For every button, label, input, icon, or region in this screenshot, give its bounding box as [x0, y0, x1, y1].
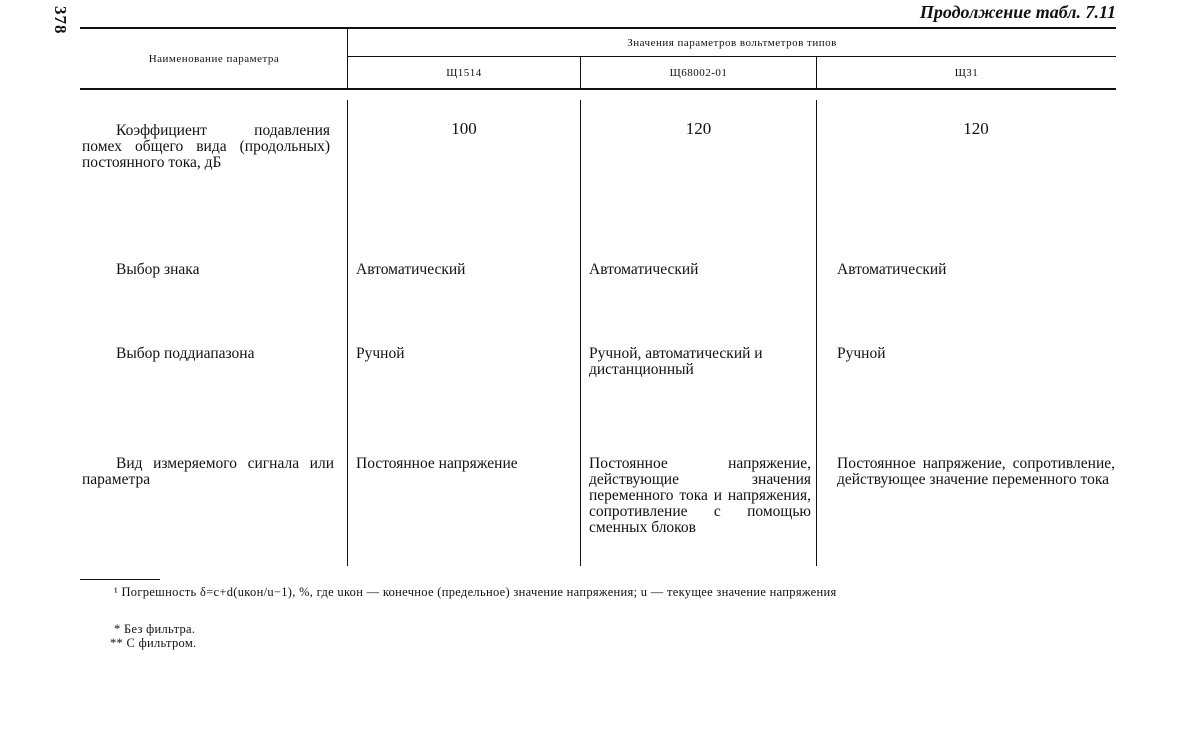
row-4-value-2: Постоянное напряжение, действующие значения переменного тока и напряжения, сопротивление с помощью сменных блоков	[589, 455, 811, 536]
row-1-value-3: 120	[963, 119, 989, 138]
header-type-2: Щ68002-01	[669, 67, 728, 79]
row-1-name: Коэффициент подавления помех общего вида (продольных) постоянного тока, дБ	[82, 122, 330, 171]
row-3-value-1: Ручной	[356, 345, 405, 362]
table-top-rule	[80, 27, 1116, 29]
footnote-2: * Без фильтра.	[114, 622, 196, 636]
table-caption: Продолжение табл. 7.11	[919, 2, 1116, 22]
header-type-1: Щ1514	[446, 67, 482, 79]
row-2-value-1: Автоматический	[356, 261, 466, 278]
header-bottom-rule	[80, 88, 1116, 90]
row-3-value-2: Ручной, автоматический и дистанционный	[589, 345, 763, 378]
row-2-value-2: Автоматический	[589, 261, 699, 278]
row-2-name: Выбор знака	[116, 261, 200, 278]
row-1-value-1: 100	[451, 119, 477, 138]
row-4-value-3: Постоянное напряжение, сопротивление, действующее значение переменного тока	[837, 455, 1115, 488]
body-divider-2	[816, 100, 817, 566]
row-3-name: Выбор поддиапазона	[116, 345, 255, 362]
row-3-value-3: Ручной	[837, 345, 886, 362]
header-group-title: Значения параметров вольтметров типов	[627, 37, 837, 49]
row-2-value-3: Автоматический	[837, 261, 947, 278]
row-4-value-1: Постоянное напряжение	[356, 455, 518, 472]
header-param-name: Наименование параметра	[148, 53, 280, 65]
footnote-3: ** С фильтром.	[110, 636, 197, 650]
footnote-1: ¹ Погрешность δ=c+d(uкон/u−1), %, где uкон — конечное (предельное) значение напряжения; u — текущее значение напряжения	[114, 585, 837, 599]
header-group-rule	[348, 56, 1116, 57]
body-divider-1	[580, 100, 581, 566]
body-divider-param	[347, 100, 348, 566]
page-number: 378	[51, 6, 70, 35]
row-4-name: Вид измеряемого сигнала или параметра	[82, 455, 334, 488]
row-1-value-2: 120	[685, 119, 712, 138]
header-type-3: Щ31	[954, 67, 979, 79]
footnote-rule	[80, 579, 160, 580]
